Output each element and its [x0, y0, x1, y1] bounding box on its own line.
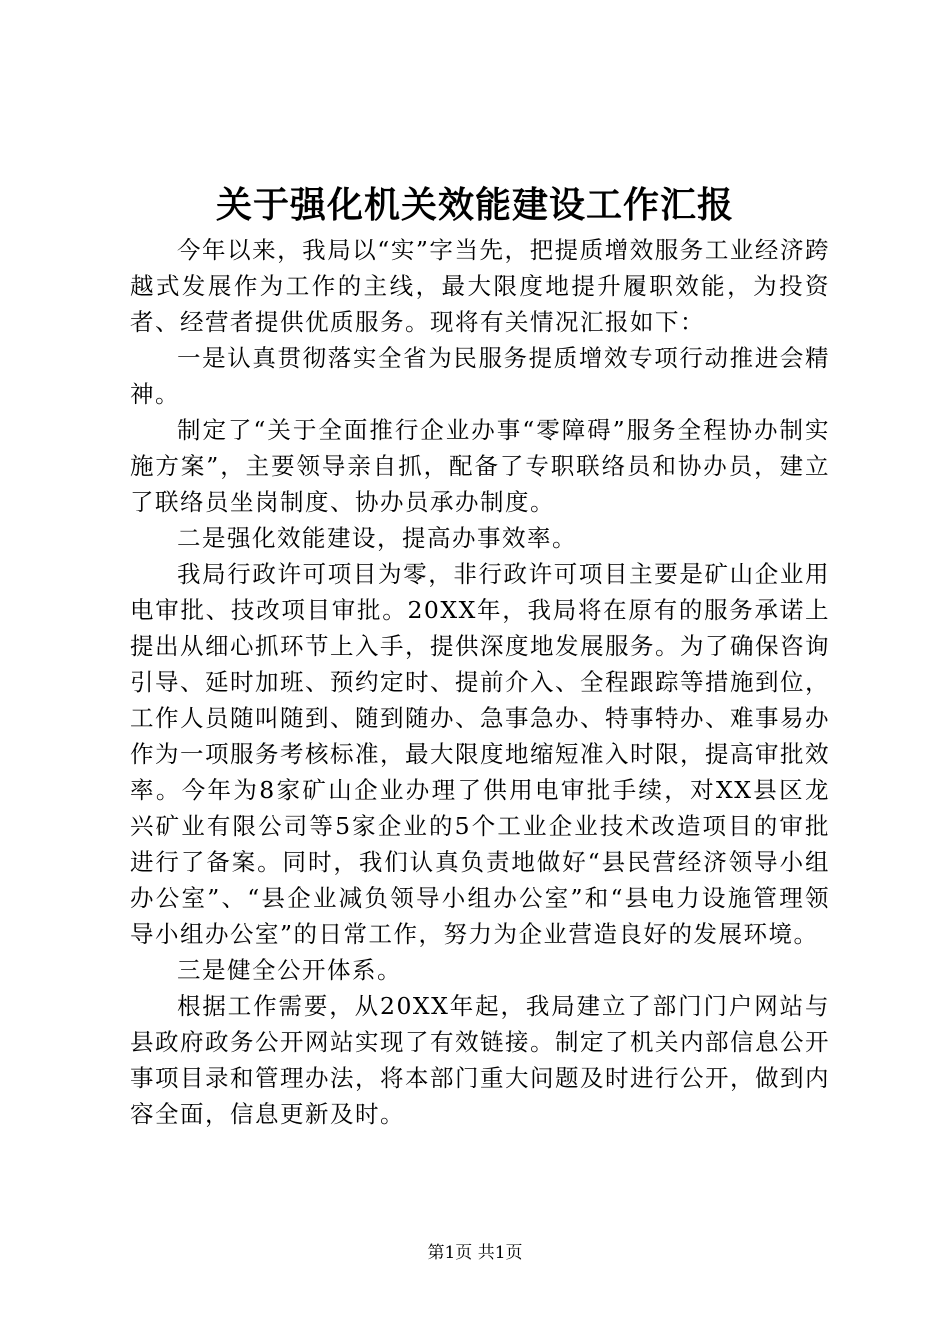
- paragraph-1-detail: 制定了“关于全面推行企业办事“零障碍”服务全程协办制实施方案”，主要领导亲自抓，配备了专职联络员和协办员，建立了联络员坐岗制度、协办员承办制度。: [130, 416, 830, 516]
- paragraph-heading-1: 一是认真贯彻落实全省为民服务提质增效专项行动推进会精神。: [130, 344, 830, 408]
- paragraph-2-detail: 我局行政许可项目为零，非行政许可项目主要是矿山企业用电审批、技改项目审批。20XX年，我局将在原有的服务承诺上提出从细心抓环节上入手，提供深度地发展服务。为了确保咨询引导、延时加班、预约定时、提前介入、全程跟踪等措施到位，工作人员随叫随到、随到随办、急事急办、特事特办、难事易办作为一项服务考核标准，最大限度地缩短准入时限，提高审批效率。今年为8家矿山企业办理了供用电审批手续，对XX县区龙兴矿业有限公司等5家企业的5个工业企业技术改造项目的审批进行了备案。同时，我们认真负责地做好“县民营经济领导小组办公室”、“县企业减负领导小组办公室”和“县电力设施管理领导小组办公室”的日常工作，努力为企业营造良好的发展环境。: [130, 560, 830, 948]
- paragraph-intro: 今年以来，我局以“实”字当先，把提质增效服务工业经济跨越式发展作为工作的主线，最大限度地提升履职效能，为投资者、经营者提供优质服务。现将有关情况汇报如下：: [130, 236, 830, 336]
- paragraph-heading-2: 二是强化效能建设，提高办事效率。: [177, 524, 577, 552]
- paragraph-3-detail: 根据工作需要，从20XX年起，我局建立了部门门户网站与县政府政务公开网站实现了有效链接。制定了机关内部信息公开事项目录和管理办法，将本部门重大问题及时进行公开，做到内容全面，信息更新及时。: [130, 992, 830, 1128]
- document-body: [130, 232, 830, 1132]
- paragraph-heading-3: 三是健全公开体系。: [177, 956, 402, 984]
- document-title: 关于强化机关效能建设工作汇报: [215, 184, 734, 226]
- page-footer: 第1页 共1页: [427, 1243, 523, 1263]
